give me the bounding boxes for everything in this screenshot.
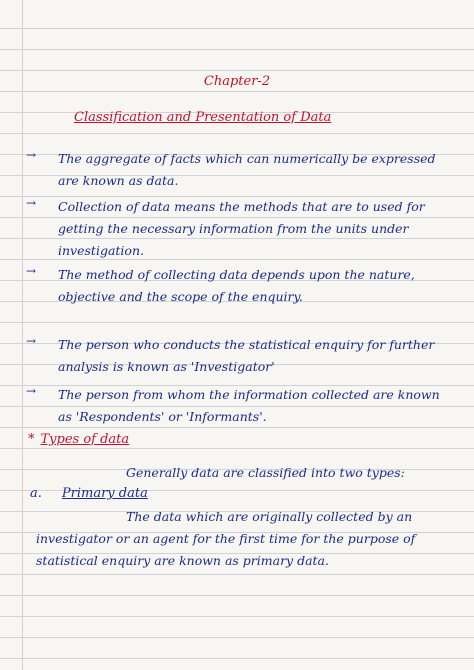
list-letter: a.: [30, 486, 42, 501]
arrow-icon: →: [26, 264, 37, 278]
bullet-text: The aggregate of facts which can numerically be expressed are known as data.: [58, 151, 436, 188]
page-heading: Classification and Presentation of Data: [74, 110, 332, 125]
types-intro: Generally data are classified into two types:: [126, 465, 405, 480]
primary-data-text: The data which are originally collected by an investigator or an agent for the first time for the purpose of statistical enquiry are known as primary data.: [36, 509, 416, 568]
primary-data-title: Primary data: [61, 486, 148, 501]
arrow-icon: →: [26, 334, 37, 348]
arrow-icon: →: [26, 384, 37, 398]
bullet-text: The person from whom the information collected are known as 'Respondents' or 'Informants'.: [58, 387, 440, 424]
bullet-text: The person who conducts the statistical enquiry for further analysis is known as 'Investigator': [58, 337, 435, 374]
arrow-icon: →: [26, 148, 37, 162]
chapter-title: Chapter-2: [203, 74, 271, 89]
bullet-text: The method of collecting data depends upon the nature, objective and the scope of the enquiry.: [58, 267, 415, 304]
arrow-icon: →: [26, 196, 37, 210]
bullet-text: Collection of data means the methods that are to used for getting the necessary information from the units under investigation.: [58, 199, 425, 258]
margin-line: [22, 0, 23, 670]
types-heading: [28, 432, 129, 447]
primary-data-label: [30, 486, 148, 501]
types-heading-label: Types of data: [40, 432, 130, 447]
star-icon: *: [28, 432, 35, 447]
